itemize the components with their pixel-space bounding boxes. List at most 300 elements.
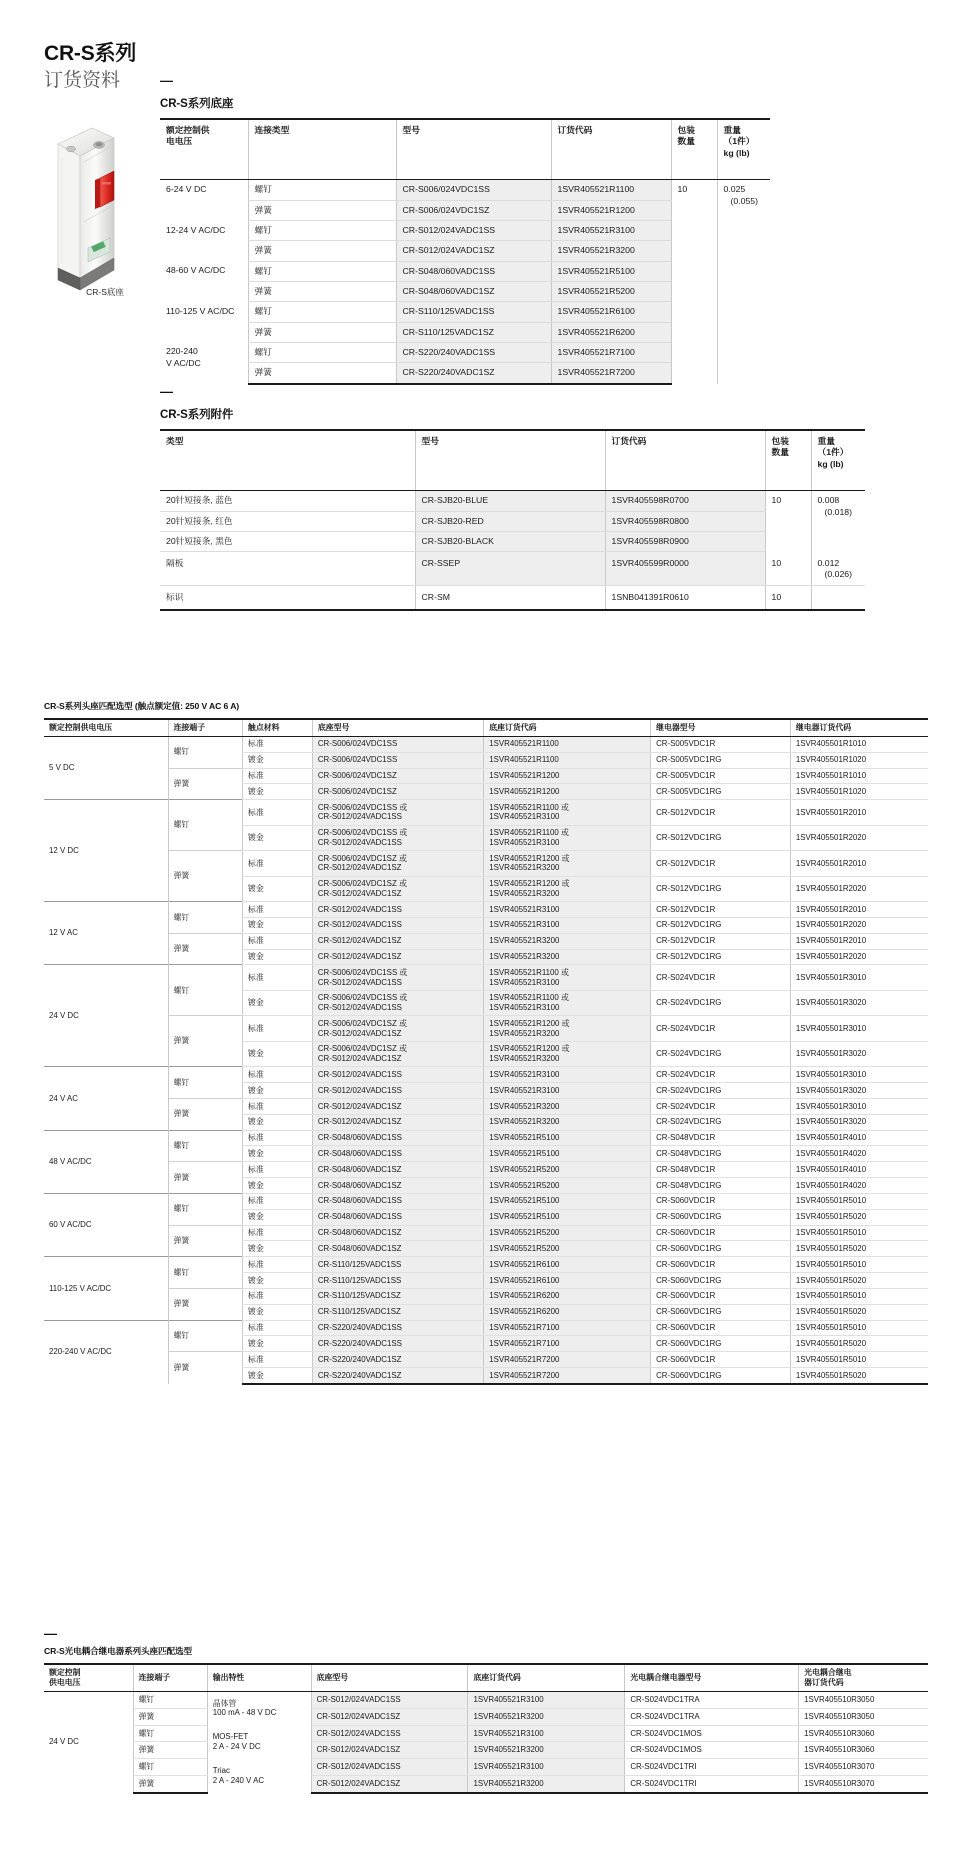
product-photo-caption: CR-S底座: [86, 287, 124, 297]
cell-terminal: 弹簧: [133, 1708, 207, 1725]
accessories-table: [160, 429, 865, 611]
cell-socket-type: CR-S110/125VADC1SS: [312, 1257, 483, 1273]
matching-header-row: [44, 719, 928, 736]
cell-relay-type: CR-S024VDC1TRI: [625, 1776, 799, 1793]
cell-relay-code: 1SVR405510R3050: [799, 1708, 928, 1725]
cell-socket-code: 1SVR405521R3100: [468, 1725, 625, 1742]
cell-voltage: 220-240 V AC/DC: [44, 1320, 168, 1384]
table-row: [44, 768, 928, 784]
col-type: 型号: [396, 119, 551, 180]
cell-contact: 标准: [242, 1225, 312, 1241]
cell-connection: 螺钉: [248, 180, 396, 200]
table-row: [44, 1162, 928, 1178]
table-row: [44, 851, 928, 876]
cell-socket-code: 1SVR405521R3100: [484, 917, 651, 933]
cell-contact: 标准: [242, 1320, 312, 1336]
cell-contact: 标准: [242, 1016, 312, 1041]
cell-socket-code: 1SVR405521R3200: [484, 949, 651, 965]
cell-socket-code: 1SVR405521R5100: [484, 1193, 651, 1209]
cell-code: 1SVR405521R5100: [551, 261, 671, 281]
cell-socket-type: CR-S220/240VADC1SS: [312, 1336, 483, 1352]
cell-terminal: 弹簧: [168, 1098, 242, 1130]
cell-relay-type: CR-S024VDC1MOS: [625, 1725, 799, 1742]
cell-socket-code: 1SVR405521R7200: [484, 1367, 651, 1383]
cell-socket-type: CR-S110/125VADC1SZ: [312, 1288, 483, 1304]
table-row: [44, 1352, 928, 1368]
cell-relay-code: 1SVR405510R3060: [799, 1742, 928, 1759]
accessories-rule-dash: —: [160, 384, 173, 399]
accessories-title: CR-S系列附件: [160, 409, 234, 421]
table-row: [160, 180, 770, 200]
cell-type: CR-S012/024VADC1SS: [396, 221, 551, 241]
table-row: [44, 736, 928, 752]
cell-socket-code: 1SVR405521R5200: [484, 1178, 651, 1194]
cell-socket-type: CR-S006/024VDC1SS 或 CR-S012/024VADC1SS: [312, 965, 483, 990]
table-row: [44, 1193, 928, 1209]
cell-relay-type: CR-S024VDC1RG: [651, 1114, 791, 1130]
cell-relay-code: 1SVR405501R5010: [790, 1288, 928, 1304]
cell-type: CR-S220/240VADC1SZ: [396, 363, 551, 384]
cell-socket-type: CR-S006/024VDC1SS: [312, 736, 483, 752]
cell-contact: 标准: [242, 1098, 312, 1114]
cell-relay-type: CR-S024VDC1TRA: [625, 1708, 799, 1725]
col-relay-type: 光电耦合继电器型号: [625, 1664, 799, 1691]
cell-socket-code: 1SVR405521R3100: [484, 1083, 651, 1099]
cell-type: CR-S110/125VADC1SZ: [396, 322, 551, 342]
cell-contact: 标准: [242, 1257, 312, 1273]
col-contact-material: 触点材料: [242, 719, 312, 736]
cell-relay-code: 1SVR405501R3010: [790, 1098, 928, 1114]
table-row: [44, 965, 928, 990]
col-socket-code: 底座订货代码: [468, 1664, 625, 1691]
cell-pack-qty: 10: [765, 552, 811, 585]
cell-socket-code: 1SVR405521R3200: [468, 1708, 625, 1725]
table-row: [44, 1759, 928, 1776]
accessories-header-row: [160, 430, 865, 491]
cell-contact: 镀金: [242, 1209, 312, 1225]
cell-relay-type: CR-S024VDC1RG: [651, 1041, 791, 1066]
cell-contact: 镀金: [242, 1367, 312, 1383]
cell-contact: 标准: [242, 902, 312, 918]
cell-relay-type: CR-S024VDC1TRA: [625, 1691, 799, 1708]
accessories-body: [160, 491, 865, 610]
cell-type: CR-S006/024VDC1SZ: [396, 200, 551, 220]
cell-socket-type: CR-S006/024VDC1SZ: [312, 768, 483, 784]
cell-socket-code: 1SVR405521R1200: [484, 784, 651, 800]
cell-socket-code: 1SVR405521R5200: [484, 1162, 651, 1178]
cell-weight: [717, 180, 770, 384]
cell-pack-qty: 10: [765, 491, 811, 552]
col-socket-type: 底座型号: [311, 1664, 468, 1691]
cell-socket-code: 1SVR405521R1200: [484, 768, 651, 784]
col-voltage: 额定控制供电电压: [44, 719, 168, 736]
cell-voltage: 5 V DC: [49, 763, 75, 773]
weight-kg: 0.008: [817, 495, 840, 506]
cell-code: 1SVR405521R5200: [551, 282, 671, 302]
cell-code: 1SVR405521R7100: [551, 342, 671, 362]
cell-socket-type: CR-S012/024VADC1SS: [312, 1067, 483, 1083]
cell-relay-type: CR-S060VDC1RG: [651, 1241, 791, 1257]
table-row: [44, 1708, 928, 1725]
cell-terminal: 螺钉: [168, 1257, 242, 1289]
cell-socket-code: 1SVR405521R5100: [484, 1130, 651, 1146]
cell-socket-type: CR-S048/060VADC1SS: [312, 1209, 483, 1225]
cell-relay-code: 1SVR405501R4010: [790, 1130, 928, 1146]
cell-contact: 镀金: [242, 784, 312, 800]
cell-contact: 镀金: [242, 1241, 312, 1257]
cell-socket-type: CR-S006/024VDC1SZ 或 CR-S012/024VADC1SZ: [312, 851, 483, 876]
cell-connection: 螺钉: [248, 221, 396, 241]
cell-contact: 镀金: [242, 990, 312, 1015]
cell-contact: 标准: [242, 800, 312, 825]
cell-socket-type: CR-S012/024VADC1SZ: [311, 1742, 468, 1759]
cell-relay-code: 1SVR405501R5020: [790, 1367, 928, 1383]
cell-type: CR-SSEP: [415, 552, 605, 585]
table-row: [44, 1257, 928, 1273]
cell-type: CR-SJB20-BLACK: [415, 532, 605, 552]
cell-relay-code: 1SVR405501R3020: [790, 1114, 928, 1130]
cell-code: 1SVR405521R1200: [551, 200, 671, 220]
cell-terminal: 螺钉: [133, 1691, 207, 1708]
cell-contact: 镀金: [242, 1304, 312, 1320]
table-row: [160, 532, 865, 552]
cell-relay-code: 1SVR405501R5010: [790, 1257, 928, 1273]
cell-code: 1SVR405521R7200: [551, 363, 671, 384]
col-type: 型号: [415, 430, 605, 491]
weight-kg: 0.012: [817, 557, 840, 568]
opto-section: [44, 1627, 928, 1794]
cell-relay-type: CR-S024VDC1R: [651, 1067, 791, 1083]
col-category: 类型: [160, 430, 415, 491]
cell-contact: 标准: [242, 965, 312, 990]
cell-contact: 镀金: [242, 949, 312, 965]
cell-relay-code: 1SVR405501R5020: [790, 1336, 928, 1352]
cell-socket-code: 1SVR405521R3200: [468, 1776, 625, 1793]
cell-terminal: 弹簧: [168, 1162, 242, 1194]
cell-voltage: 110-125 V AC/DC: [44, 1257, 168, 1320]
cell-socket-type: CR-S048/060VADC1SZ: [312, 1225, 483, 1241]
matching-body: [44, 736, 928, 1383]
cell-code: 1SVR405521R6100: [551, 302, 671, 322]
cell-relay-type: CR-S048VDC1RG: [651, 1146, 791, 1162]
cell-socket-code: 1SVR405521R5200: [484, 1225, 651, 1241]
cell-socket-type: CR-S012/024VADC1SZ: [312, 949, 483, 965]
cell-terminal: 弹簧: [168, 1352, 242, 1384]
cell-relay-code: 1SVR405501R2020: [790, 876, 928, 901]
cell-type: CR-S048/060VADC1SZ: [396, 282, 551, 302]
cell-code: 1SVR405521R1100: [551, 180, 671, 200]
cell-code: 1SVR405598R0800: [605, 511, 765, 531]
cell-category: 隔板: [160, 552, 415, 585]
cell-category: 20针短接条, 蓝色: [160, 491, 415, 511]
cell-voltage: 24 V DC: [44, 965, 168, 1067]
cell-voltage: 12 V DC: [44, 800, 168, 902]
cell-relay-type: CR-S048VDC1RG: [651, 1178, 791, 1194]
cell-type: CR-S220/240VADC1SS: [396, 342, 551, 362]
cell-relay-code: 1SVR405501R3010: [790, 1016, 928, 1041]
cell-relay-type: CR-S048VDC1R: [651, 1162, 791, 1178]
table-row: [44, 1691, 928, 1708]
cell-socket-code: 1SVR405521R5100: [484, 1146, 651, 1162]
cell-contact: 标准: [242, 1130, 312, 1146]
cell-socket-code: 1SVR405521R1100 或 1SVR405521R3100: [484, 825, 651, 850]
cell-relay-code: 1SVR405501R5020: [790, 1304, 928, 1320]
col-output: 输出特性: [207, 1664, 311, 1691]
cell-terminal: 螺钉: [168, 1130, 242, 1162]
cell-connection: 弹簧: [248, 322, 396, 342]
cell-voltage: 24 V DC: [49, 1737, 79, 1747]
col-voltage: 额定控制 供电电压: [44, 1664, 133, 1691]
cell-relay-code: 1SVR405501R5020: [790, 1241, 928, 1257]
cell-terminal: 螺钉: [133, 1759, 207, 1776]
cell-relay-code: 1SVR405501R3020: [790, 1083, 928, 1099]
cell-relay-type: CR-S060VDC1RG: [651, 1273, 791, 1289]
cell-relay-code: 1SVR405510R3070: [799, 1776, 928, 1793]
table-row: [44, 1742, 928, 1759]
sockets-section: [160, 74, 770, 385]
table-row: [44, 1067, 928, 1083]
cell-socket-type: CR-S006/024VDC1SS 或 CR-S012/024VADC1SS: [312, 825, 483, 850]
col-relay-type: 继电器型号: [651, 719, 791, 736]
cell-relay-type: CR-S024VDC1R: [651, 1098, 791, 1114]
cell-relay-type: CR-S060VDC1R: [651, 1257, 791, 1273]
cell-relay-type: CR-S060VDC1R: [651, 1193, 791, 1209]
cell-pack-qty: 10: [671, 180, 717, 384]
cell-socket-type: CR-S012/024VADC1SS: [312, 1083, 483, 1099]
cell-socket-type: CR-S048/060VADC1SS: [312, 1193, 483, 1209]
cell-type: CR-S110/125VADC1SS: [396, 302, 551, 322]
col-terminal: 连接端子: [168, 719, 242, 736]
cell-contact: 标准: [242, 933, 312, 949]
cell-output-characteristic: MOS-FET 2 A - 24 V DC: [207, 1725, 311, 1759]
cell-socket-code: 1SVR405521R3100: [468, 1691, 625, 1708]
cell-socket-type: CR-S012/024VADC1SS: [312, 902, 483, 918]
cell-socket-type: CR-S006/024VDC1SZ 或 CR-S012/024VADC1SZ: [312, 1041, 483, 1066]
cell-weight: [811, 491, 865, 552]
cell-relay-type: CR-S024VDC1R: [651, 965, 791, 990]
cell-terminal: 弹簧: [168, 1288, 242, 1320]
cell-socket-type: CR-S220/240VADC1SS: [312, 1320, 483, 1336]
table-row: [160, 585, 865, 610]
col-relay-code: 光电耦合继电 器订货代码: [799, 1664, 928, 1691]
cell-relay-code: 1SVR405501R2010: [790, 933, 928, 949]
cell-socket-type: CR-S048/060VADC1SZ: [312, 1241, 483, 1257]
table-row: [44, 1098, 928, 1114]
cell-relay-code: 1SVR405501R2010: [790, 851, 928, 876]
col-voltage-l2: 电电压: [166, 136, 193, 147]
cell-relay-type: CR-S012VDC1RG: [651, 917, 791, 933]
cell-voltage: 110-125 V AC/DC: [166, 305, 235, 316]
cell-terminal: 螺钉: [168, 800, 242, 851]
opto-body: [44, 1691, 928, 1793]
cell-relay-code: 1SVR405501R1010: [790, 768, 928, 784]
cell-category: 标识: [160, 585, 415, 610]
col-voltage: [160, 119, 248, 180]
cell-socket-code: 1SVR405521R5100: [484, 1209, 651, 1225]
cell-relay-type: CR-S060VDC1RG: [651, 1209, 791, 1225]
cell-relay-type: CR-S024VDC1TRI: [625, 1759, 799, 1776]
cell-socket-type: CR-S006/024VDC1SZ 或 CR-S012/024VADC1SZ: [312, 876, 483, 901]
opto-table: [44, 1663, 928, 1794]
cell-socket-type: CR-S048/060VADC1SZ: [312, 1162, 483, 1178]
cell-socket-type: CR-S006/024VDC1SZ: [312, 784, 483, 800]
cell-contact: 标准: [242, 1067, 312, 1083]
cell-socket-code: 1SVR405521R6200: [484, 1288, 651, 1304]
col-order-code: 订货代码: [551, 119, 671, 180]
cell-code: 1SVR405598R0700: [605, 491, 765, 511]
cell-socket-code: 1SVR405521R3100: [484, 1067, 651, 1083]
cell-type: CR-SJB20-BLUE: [415, 491, 605, 511]
cell-socket-code: 1SVR405521R3100: [484, 902, 651, 918]
cell-terminal: 弹簧: [168, 851, 242, 902]
cell-relay-code: 1SVR405501R3010: [790, 1067, 928, 1083]
page-title: CR-S系列: [44, 42, 137, 65]
cell-type: CR-S012/024VADC1SZ: [396, 241, 551, 261]
cell-voltage: 48-60 V AC/DC: [166, 265, 226, 276]
accessories-section: [160, 385, 865, 611]
cell-socket-type: CR-S048/060VADC1SZ: [312, 1178, 483, 1194]
cell-relay-type: CR-S012VDC1R: [651, 902, 791, 918]
table-row: [160, 552, 865, 585]
cell-contact: 镀金: [242, 1041, 312, 1066]
cell-socket-code: 1SVR405521R5200: [484, 1241, 651, 1257]
cell-socket-code: 1SVR405521R1200 或 1SVR405521R3200: [484, 1016, 651, 1041]
cell-terminal: 螺钉: [168, 902, 242, 934]
cell-voltage: 60 V AC/DC: [44, 1193, 168, 1256]
col-order-code: 订货代码: [605, 430, 765, 491]
cell-relay-type: CR-S012VDC1RG: [651, 949, 791, 965]
cell-contact: 标准: [242, 1352, 312, 1368]
cell-relay-type: CR-S024VDC1RG: [651, 1083, 791, 1099]
cell-contact: 镀金: [242, 1114, 312, 1130]
col-socket-type: 底座型号: [312, 719, 483, 736]
cell-relay-code: 1SVR405501R1020: [790, 752, 928, 768]
cell-terminal: 螺钉: [133, 1725, 207, 1742]
cell-socket-type: CR-S012/024VADC1SZ: [311, 1708, 468, 1725]
table-row: [44, 1776, 928, 1793]
cell-code: 1SNB041391R0610: [605, 585, 765, 610]
cell-socket-code: 1SVR405521R3200: [484, 1114, 651, 1130]
product-photo: [40, 118, 160, 298]
cell-terminal: 螺钉: [168, 1320, 242, 1352]
cell-relay-code: 1SVR405501R2020: [790, 825, 928, 850]
cell-socket-code: 1SVR405521R6200: [484, 1304, 651, 1320]
matching-table: [44, 718, 928, 1385]
cell-connection: 螺钉: [248, 342, 396, 362]
col-voltage-l1: 额定控制供: [166, 125, 210, 135]
cell-relay-type: CR-S005VDC1R: [651, 736, 791, 752]
cell-relay-code: 1SVR405501R2020: [790, 917, 928, 933]
cell-terminal: 弹簧: [168, 1225, 242, 1257]
cell-relay-code: 1SVR405501R4020: [790, 1178, 928, 1194]
cell-type: CR-S048/060VADC1SS: [396, 261, 551, 281]
cell-contact: 镀金: [242, 752, 312, 768]
cell-relay-type: CR-S060VDC1RG: [651, 1336, 791, 1352]
cell-voltage: 24 V AC: [44, 1067, 168, 1130]
cell-contact: 镀金: [242, 1273, 312, 1289]
cell-socket-type: CR-S006/024VDC1SS: [312, 752, 483, 768]
cell-socket-type: CR-S012/024VADC1SS: [312, 917, 483, 933]
cell-relay-type: CR-S012VDC1R: [651, 800, 791, 825]
cell-relay-code: 1SVR405501R5010: [790, 1225, 928, 1241]
cell-contact: 镀金: [242, 876, 312, 901]
cell-type: CR-S006/024VDC1SS: [396, 180, 551, 200]
table-row: [44, 1320, 928, 1336]
table-row: [160, 491, 865, 511]
cell-relay-type: CR-S024VDC1RG: [651, 990, 791, 1015]
cell-terminal: 弹簧: [133, 1742, 207, 1759]
page-header: [44, 42, 174, 93]
table-row: [44, 1725, 928, 1742]
cell-socket-type: CR-S048/060VADC1SS: [312, 1146, 483, 1162]
cell-relay-code: 1SVR405501R5010: [790, 1352, 928, 1368]
cell-relay-code: 1SVR405501R1010: [790, 736, 928, 752]
cell-relay-code: 1SVR405501R5020: [790, 1209, 928, 1225]
cell-relay-type: CR-S060VDC1RG: [651, 1367, 791, 1383]
cell-code: 1SVR405599R0000: [605, 552, 765, 585]
cell-connection: 弹簧: [248, 200, 396, 220]
col-socket-code: 底座订货代码: [484, 719, 651, 736]
cell-contact: 镀金: [242, 825, 312, 850]
weight-lb: (0.055): [730, 195, 759, 206]
cell-relay-code: 1SVR405501R4020: [790, 1146, 928, 1162]
cell-socket-code: 1SVR405521R6100: [484, 1273, 651, 1289]
page-subtitle: 订货资料: [44, 70, 121, 92]
cell-socket-code: 1SVR405521R1100 或 1SVR405521R3100: [484, 800, 651, 825]
cell-contact: 标准: [242, 1193, 312, 1209]
col-weight: 重量 （1件） kg (lb): [717, 119, 770, 180]
cell-socket-code: 1SVR405521R1100 或 1SVR405521R3100: [484, 965, 651, 990]
cell-contact: 标准: [242, 1288, 312, 1304]
cell-socket-type: CR-S006/024VDC1SZ 或 CR-S012/024VADC1SZ: [312, 1016, 483, 1041]
weight-lb: (0.018): [824, 506, 853, 517]
cell-socket-type: CR-S110/125VADC1SS: [312, 1273, 483, 1289]
cell-connection: 螺钉: [248, 261, 396, 281]
matching-title: CR-S系列头座匹配选型 (触点额定值: 250 V AC 6 A): [44, 701, 240, 711]
cell-voltage: 220-240 V AC/DC: [166, 346, 201, 368]
cell-relay-type: CR-S060VDC1R: [651, 1288, 791, 1304]
cell-contact: 标准: [242, 851, 312, 876]
cell-relay-type: CR-S012VDC1RG: [651, 825, 791, 850]
cr-s-socket-illustration: [40, 118, 160, 298]
cell-socket-code: 1SVR405521R3200: [484, 933, 651, 949]
cell-code: 1SVR405521R3200: [551, 241, 671, 261]
cell-socket-type: CR-S006/024VDC1SS 或 CR-S012/024VADC1SS: [312, 990, 483, 1015]
cell-relay-code: 1SVR405501R2020: [790, 949, 928, 965]
cell-relay-code: 1SVR405501R5010: [790, 1193, 928, 1209]
sockets-title: CR-S系列底座: [160, 98, 234, 110]
table-row: [44, 1130, 928, 1146]
cell-socket-code: 1SVR405521R7100: [484, 1336, 651, 1352]
cell-code: 1SVR405521R6200: [551, 322, 671, 342]
weight-lb: (0.026): [824, 569, 853, 580]
table-row: [44, 933, 928, 949]
cell-socket-code: 1SVR405521R1200 或 1SVR405521R3200: [484, 876, 651, 901]
cell-relay-code: 1SVR405501R5020: [790, 1273, 928, 1289]
cell-relay-type: CR-S024VDC1MOS: [625, 1742, 799, 1759]
cell-relay-code: 1SVR405501R3020: [790, 1041, 928, 1066]
cell-relay-code: 1SVR405501R4010: [790, 1162, 928, 1178]
opto-header-row: [44, 1664, 928, 1691]
cell-socket-type: CR-S012/024VADC1SS: [311, 1725, 468, 1742]
cell-socket-code: 1SVR405521R3100: [468, 1759, 625, 1776]
col-relay-code: 继电器订货代码: [790, 719, 928, 736]
cell-relay-code: 1SVR405510R3050: [799, 1691, 928, 1708]
sockets-body: [160, 180, 770, 384]
cell-relay-type: CR-S060VDC1R: [651, 1352, 791, 1368]
cell-contact: 标准: [242, 736, 312, 752]
cell-connection: 弹簧: [248, 363, 396, 384]
